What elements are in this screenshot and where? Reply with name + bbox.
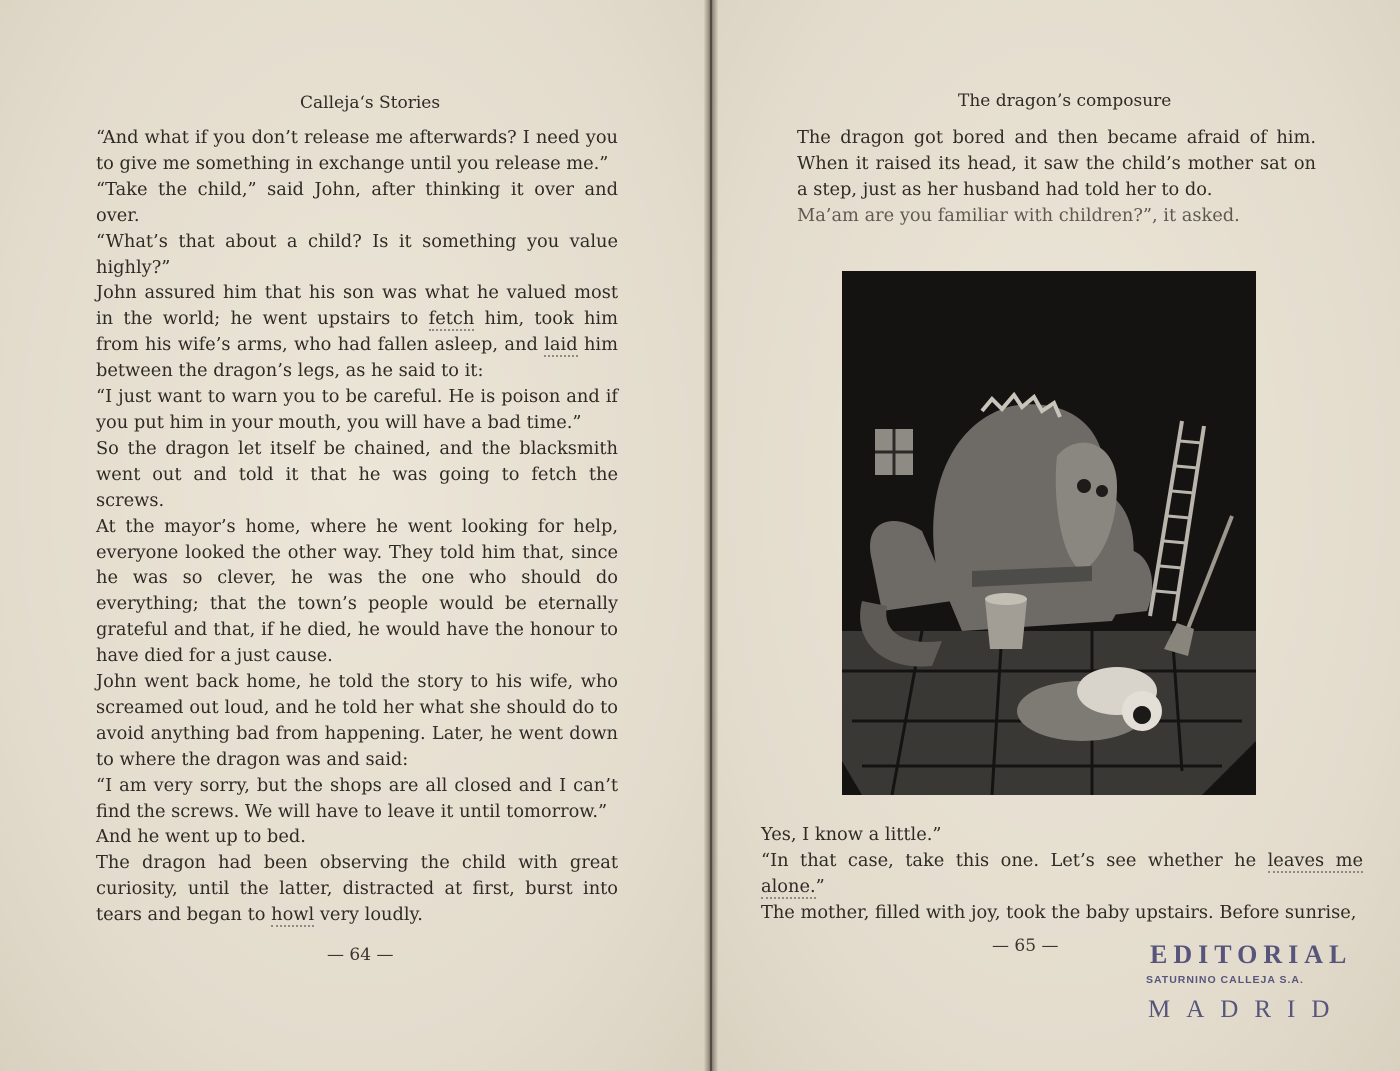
dragon-illustration <box>842 271 1256 795</box>
paragraph <box>96 229 618 281</box>
paragraph <box>96 280 618 384</box>
glossary-word-fetch[interactable]: fetch <box>428 308 475 330</box>
paragraph <box>96 514 618 669</box>
paragraph <box>761 822 1363 848</box>
book-spine <box>704 0 718 1071</box>
paragraph <box>96 850 618 928</box>
page-number-left: — 64 — <box>327 945 394 965</box>
paragraph <box>761 900 1363 926</box>
paragraph <box>797 203 1316 229</box>
right-page-text-bottom <box>761 822 1363 926</box>
text-run: him between the dragon’s legs, as he said to it: <box>96 334 618 382</box>
text-run: “What’s that about a child? Is it something you value highly?” <box>96 230 618 278</box>
left-running-head: Calleja‘s Stories <box>300 93 441 113</box>
text-run: Ma’am are you familiar with children?”, it asked. <box>797 204 1240 226</box>
paragraph <box>797 125 1316 203</box>
text-run: The dragon got bored and then became afraid of him. When it raised its head, it saw the child’s mother sat on a step, just as her husband had told her to do. <box>797 127 1316 200</box>
paragraph <box>96 436 618 514</box>
glossary-word-howl[interactable]: howl <box>271 904 315 926</box>
paragraph <box>96 125 618 177</box>
text-run: The dragon had been observing the child with great curiosity, until the latter, distracted at first, burst into tears and began to <box>96 852 618 926</box>
stamp-line-publisher: SATURNINO CALLEJA S.A. <box>1146 974 1304 986</box>
paragraph <box>96 384 618 436</box>
glossary-phrase-leaves-me-alone[interactable]: leaves me alone. <box>761 849 1363 897</box>
text-run: “I just want to warn you to be careful. He is poison and if you put him in your mouth, you will have a bad time.” <box>96 386 618 433</box>
text-run: “I am very sorry, but the shops are all closed and I can’t find the screws. We will have to leave it until tomorrow.” <box>96 774 618 822</box>
paragraph <box>761 848 1363 900</box>
text-run: “And what if you don’t release me afterwards? I need you to give me something in exchange until you release me.” <box>96 127 618 174</box>
text-run: At the mayor’s home, where he went looking for help, everyone looked the other way. They told him that, since he was so clever, he was the one who should do everything; that the town’s people would be eternally grateful and that, if he died, he would have the honour to have died for a just cause. <box>96 515 618 667</box>
glossary-word-laid[interactable]: laid <box>544 334 578 356</box>
publisher-stamp <box>1146 940 1353 1032</box>
paragraph <box>96 177 618 229</box>
text-run: John assured him that his son was what he valued most in the world; he went upstairs to <box>96 282 618 330</box>
left-page-text <box>96 125 618 928</box>
text-run: John went back home, he told the story to his wife, who screamed out loud, and he told her what she should do to avoid anything bad from happening. Later, he went down to where the dragon was and said: <box>96 671 618 770</box>
text-run: “In that case, take this one. Let’s see whether he <box>761 849 1268 871</box>
right-running-head: The dragon’s composure <box>958 91 1172 111</box>
stamp-line-city: MADRID <box>1148 996 1346 1023</box>
text-run: “Take the child,” said John, after thinking it over and over. <box>96 178 618 226</box>
paragraph <box>96 824 618 850</box>
text-run: him, took him from his wife’s arms, who had fallen asleep, and <box>96 308 618 356</box>
text-run: ” <box>815 875 825 897</box>
paragraph <box>96 773 618 825</box>
paragraph <box>96 669 618 773</box>
text-run: The mother, filled with joy, took the baby upstairs. Before sunrise, <box>761 901 1357 923</box>
text-run: very loudly. <box>314 904 423 926</box>
text-run: Yes, I know a little.” <box>761 824 942 845</box>
page-number-right: — 65 — <box>992 936 1059 956</box>
text-run: So the dragon let itself be chained, and the blacksmith went out and told it that he was going to fetch the screws. <box>96 437 618 511</box>
stamp-line-editorial: EDITORIAL <box>1150 940 1353 969</box>
text-run: And he went up to bed. <box>96 826 306 848</box>
right-page-text-top <box>797 125 1316 229</box>
